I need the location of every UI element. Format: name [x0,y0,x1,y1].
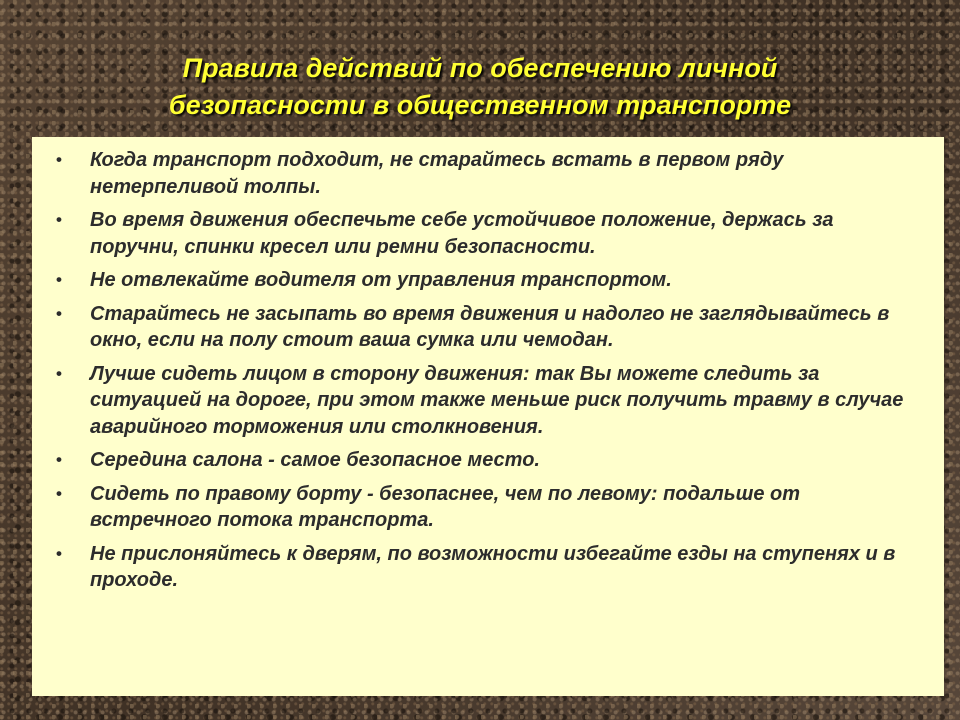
list-item-text: Сидеть по правому борту - безопаснее, чем по левому: подальше от встречного потока транспорта. [90,482,801,531]
list-item-text: Не отвлекайте водителя от управления транспортом. [90,269,672,291]
list-item [56,447,904,474]
list-item [56,301,904,354]
list-item [56,481,904,534]
list-item [56,541,904,594]
list-item-text: Не прислоняйтесь к дверям, по возможности избегайте езды на ступенях и в проходе. [90,542,896,591]
page-title [60,50,900,124]
rules-list [56,147,904,594]
bullet-icon: • [56,270,62,289]
list-item-text: Старайтесь не засыпать во время движения и надолго не заглядывайтесь в окно, если на полу стоит ваша сумка или чемодан. [90,302,890,351]
list-item [56,147,904,200]
title-line-1: Правила действий по обеспечению личной [182,53,778,83]
list-item-text: Когда транспорт подходит, не старайтесь встать в первом ряду нетерпеливой толпы. [90,149,784,198]
content-panel [32,137,944,696]
list-item [56,267,904,294]
bullet-icon: • [56,303,62,323]
bullet-icon: • [56,450,62,469]
list-item-text: Середина салона - самое безопасное место. [90,449,540,471]
bullet-icon: • [56,210,62,229]
bullet-icon: • [56,483,62,503]
bullet-icon: • [56,363,62,383]
list-item [56,207,904,260]
bullet-icon: • [56,150,62,169]
list-item-text: Лучше сидеть лицом в сторону движения: так Вы можете следить за ситуацией на дороге, при этом также меньше риск получить травму в случае аварийного торможения или столкновения. [90,362,904,438]
list-item [56,361,904,441]
title-line-2: безопасности в общественном транспорте [168,90,792,120]
bullet-icon: • [56,543,62,563]
list-item-text: Во время движения обеспечьте себе устойчивое положение, держась за поручни, спинки кресел или ремни безопасности. [90,209,834,258]
